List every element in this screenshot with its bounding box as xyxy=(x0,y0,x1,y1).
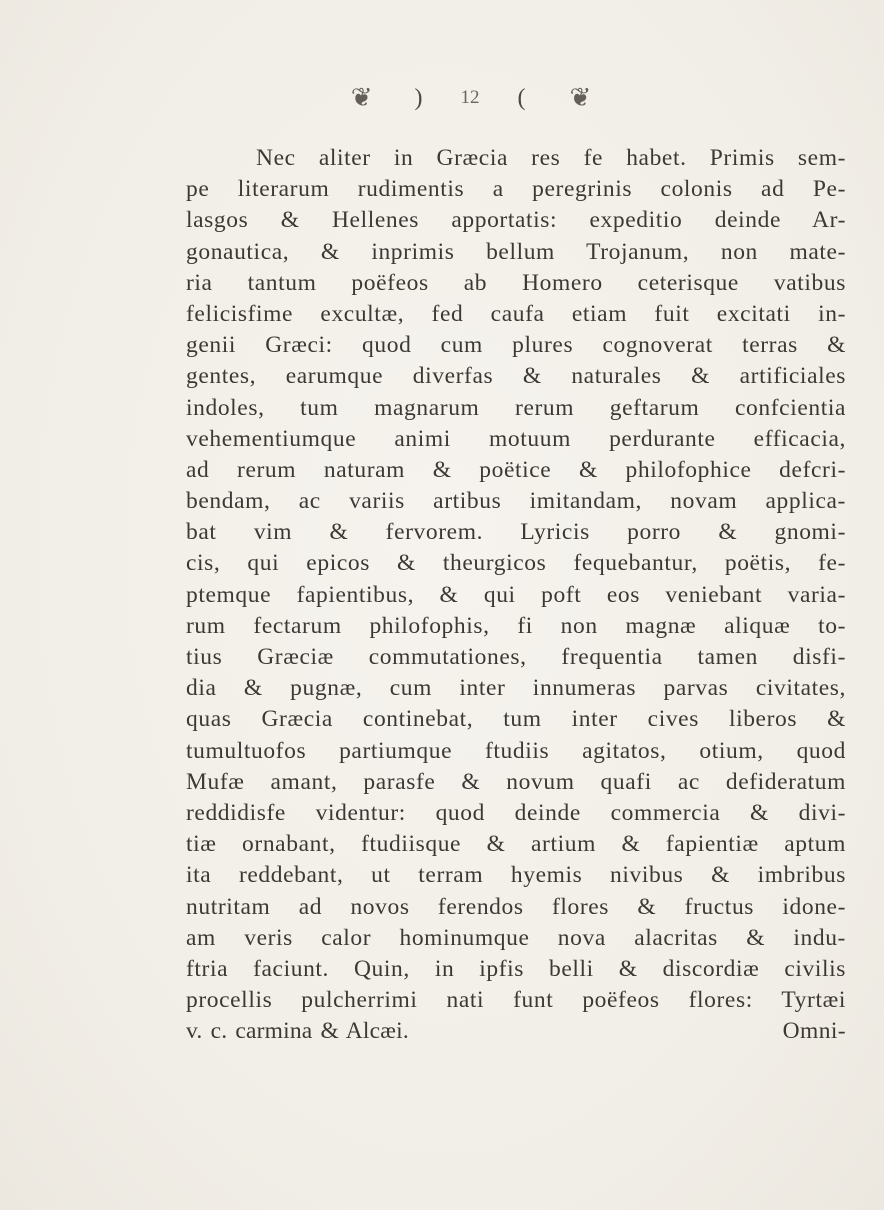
text-line: nutritam ad novos ferendos flores & fructus idone- xyxy=(186,893,846,920)
text-line: indoles, tum magnarum rerum geftarum confcientia xyxy=(186,394,846,421)
page-number: 12 xyxy=(460,87,480,108)
text-line: pe literarum rudimentis a peregrinis colonis ad Pe- xyxy=(186,176,846,203)
body-text xyxy=(186,143,846,1047)
text-line: dia & pugnæ, cum inter innumeras parvas civitates, xyxy=(186,675,846,702)
catchword: Omni- xyxy=(782,1018,846,1045)
text-line: gentes, earumque diverfas & naturales & artificiales xyxy=(186,363,846,390)
text-line: genii Græci: quod cum plures cognoverat terras & xyxy=(186,332,846,359)
text-line: rum fectarum philofophis, fi non magnæ aliquæ to- xyxy=(186,612,846,639)
floral-ornament-icon: ❦ xyxy=(569,83,590,112)
text-line: am veris calor hominumque nova alacritas & indu- xyxy=(186,924,846,951)
text-line: reddidisfe videntur: quod deinde commercia & divi- xyxy=(186,799,846,826)
text-line: tius Græciæ commutationes, frequentia tamen disfi- xyxy=(186,644,846,670)
header-paren-right: ( xyxy=(517,84,526,111)
header-paren-left: ) xyxy=(414,84,423,111)
signature-mark: v. c. carmina & Alcæi. xyxy=(186,1018,409,1045)
text-line-last xyxy=(186,1016,846,1047)
text-line: procellis pulcherrimi nati funt poëfeos flores: Tyrtæi xyxy=(186,987,846,1014)
text-line: ptemque fapientibus, & qui poft eos veniebant varia- xyxy=(186,581,846,608)
text-line: gonautica, & inprimis bellum Trojanum, non mate- xyxy=(186,238,846,265)
text-line: ria tantum poëfeos ab Homero ceterisque vatibus xyxy=(186,269,846,296)
text-line: cis, qui epicos & theurgicos fequebantur, poëtis, fe- xyxy=(186,550,846,577)
text-line: felicisfime excultæ, fed caufa etiam fuit excitati in- xyxy=(186,300,846,327)
text-line: Mufæ amant, parasfe & novum quafi ac defideratum xyxy=(186,768,846,795)
text-line: ita reddebant, ut terram hyemis nivibus & imbribus xyxy=(186,862,846,889)
text-line: bendam, ac variis artibus imitandam, novam applica- xyxy=(186,488,846,515)
text-line: Nec aliter in Græcia res fe habet. Primis sem- xyxy=(256,145,846,171)
running-header xyxy=(250,78,690,118)
text-line: quas Græcia continebat, tum inter cives liberos & xyxy=(186,706,846,733)
text-line: bat vim & fervorem. Lyricis porro & gnomi- xyxy=(186,519,846,546)
text-line: ftria faciunt. Quin, in ipfis belli & discordiæ civilis xyxy=(186,955,846,982)
text-line: ad rerum naturam & poëtice & philofophice defcri- xyxy=(186,456,846,483)
text-line: lasgos & Hellenes apportatis: expeditio deinde Ar- xyxy=(186,207,846,234)
floral-ornament-icon: ❦ xyxy=(350,83,371,112)
text-line: tiæ ornabant, ftudiisque & artium & fapientiæ aptum xyxy=(186,831,846,858)
text-line: vehementiumque animi motuum perdurante efficacia, xyxy=(186,425,846,452)
text-line: tumultuofos partiumque ftudiis agitatos, otium, quod xyxy=(186,737,846,764)
